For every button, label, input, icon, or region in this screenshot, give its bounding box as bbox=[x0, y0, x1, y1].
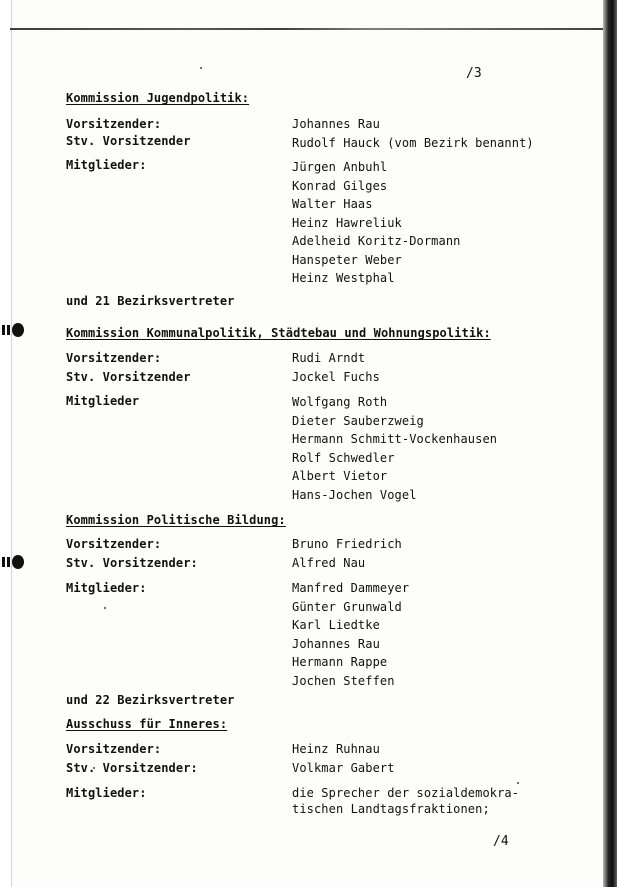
member-name: Hermann Rappe bbox=[292, 655, 388, 669]
member-name: Heinz Westphal bbox=[292, 271, 395, 285]
member-name: Dieter Sauberzweig bbox=[292, 414, 424, 428]
chair-name: Johannes Rau bbox=[292, 117, 380, 131]
deputy-name: Jockel Fuchs bbox=[292, 370, 380, 384]
member-name: Albert Vietor bbox=[292, 469, 388, 483]
member-name: Walter Haas bbox=[292, 197, 373, 211]
chair-label: Vorsitzender: bbox=[66, 117, 162, 131]
deputy-label: Stv. Vorsitzender bbox=[66, 134, 191, 148]
member-name: Hans-Jochen Vogel bbox=[292, 488, 417, 502]
member-name: Heinz Hawreliuk bbox=[292, 216, 402, 230]
chair-label: Vorsitzender: bbox=[66, 351, 162, 365]
member-text: die Sprecher der sozialdemokra- bbox=[292, 786, 520, 800]
section-footer: und 22 Bezirksvertreter bbox=[66, 693, 235, 707]
deputy-label: Stv. Vorsitzender bbox=[66, 370, 191, 384]
section-heading: Kommission Kommunalpolitik, Städtebau und Wohnungspolitik: bbox=[66, 326, 491, 340]
members-label: Mitglieder: bbox=[66, 158, 147, 172]
chair-label: Vorsitzender: bbox=[66, 537, 162, 551]
member-name: Hermann Schmitt-Vockenhausen bbox=[292, 432, 498, 446]
scan-right-edge bbox=[603, 0, 617, 887]
members-label: Mitglieder bbox=[66, 394, 140, 408]
chair-name: Heinz Ruhnau bbox=[292, 742, 380, 756]
scan-speck bbox=[517, 782, 519, 784]
member-name: Wolfgang Roth bbox=[292, 395, 388, 409]
members-label: Mitglieder: bbox=[66, 786, 147, 800]
scan-top-edge bbox=[10, 28, 613, 30]
members-label: Mitglieder: bbox=[66, 581, 147, 595]
deputy-name: Volkmar Gabert bbox=[292, 761, 395, 775]
chair-name: Rudi Arndt bbox=[292, 351, 366, 365]
deputy-name: Alfred Nau bbox=[292, 556, 366, 570]
member-name: Günter Grunwald bbox=[292, 600, 402, 614]
section-heading: Kommission Jugendpolitik: bbox=[66, 91, 250, 105]
chair-label: Vorsitzender: bbox=[66, 742, 162, 756]
chair-name: Bruno Friedrich bbox=[292, 537, 402, 551]
member-name: Hanspeter Weber bbox=[292, 253, 402, 267]
section-heading: Ausschuss für Inneres: bbox=[66, 717, 228, 731]
member-name: Jürgen Anbuhl bbox=[292, 160, 388, 174]
member-name: Jochen Steffen bbox=[292, 674, 395, 688]
deputy-name: Rudolf Hauck (vom Bezirk benannt) bbox=[292, 136, 534, 150]
section-footer: und 21 Bezirksvertreter bbox=[66, 294, 235, 308]
scan-left-edge bbox=[0, 0, 12, 887]
member-name: Adelheid Koritz-Dormann bbox=[292, 234, 461, 248]
deputy-label: Stv. Vorsitzender: bbox=[66, 761, 198, 775]
page-number-bottom: /4 bbox=[493, 834, 509, 849]
member-name: Karl Liedtke bbox=[292, 618, 380, 632]
punch-hole-lower bbox=[2, 555, 24, 569]
section-heading: Kommission Politische Bildung: bbox=[66, 513, 286, 527]
member-name: Konrad Gilges bbox=[292, 179, 388, 193]
member-name: Manfred Dammeyer bbox=[292, 581, 410, 595]
member-text: tischen Landtagsfraktionen; bbox=[292, 802, 490, 816]
page-number-top: /3 bbox=[466, 66, 482, 81]
scan-speck bbox=[104, 607, 106, 609]
member-name: Rolf Schwedler bbox=[292, 451, 395, 465]
punch-hole-upper bbox=[2, 323, 24, 337]
scan-speck bbox=[200, 67, 202, 69]
member-name: Johannes Rau bbox=[292, 637, 380, 651]
deputy-label: Stv. Vorsitzender: bbox=[66, 556, 198, 570]
